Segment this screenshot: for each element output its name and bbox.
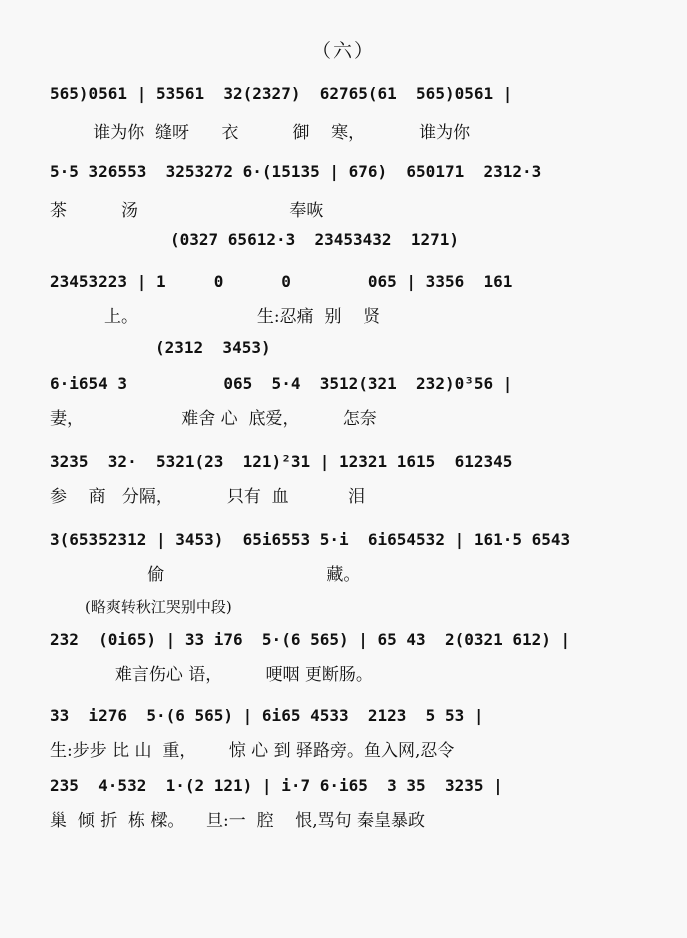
notation-line-11: 33 i276 5·(6 565) | 6i65 4533 2123 5 53 |	[50, 706, 484, 725]
lyric-line-11: 生:步步 比 山 重， 惊 心 到 驿路旁。鱼入网,忍令	[50, 741, 455, 761]
section-title: （六）	[311, 40, 375, 62]
performance-note: (略爽转秋江哭别中段)	[85, 598, 232, 616]
notation-line-6: 6·i654 3 065 5·4 3512(321 232)0³56 |	[50, 374, 513, 393]
lyric-line-7: 参 商 分隔， 只有 血 泪	[50, 487, 366, 507]
notation-line-3: (0327 65612·3 23453432 1271)	[170, 230, 459, 249]
lyric-line-2: 茶 汤 奉咴	[50, 201, 324, 221]
lyric-line-12: 巢 倾 折 栋 樑。 旦:一 腔 恨,骂句 秦皇暴政	[50, 811, 425, 831]
notation-line-1: 565)0561 | 53561 32(2327) 62765(61 565)0561 |	[50, 84, 513, 103]
lyric-line-4: 上。 生:忍痛 别 贤	[50, 307, 381, 327]
notation-line-2: 5·5 326553 3253272 6·(15135 | 676) 650171 2312·3	[50, 162, 542, 181]
lyric-line-10: 难言伤心 语， 哽咽 更断肠。	[50, 665, 373, 685]
lyric-line-8: 偷 藏。	[50, 565, 361, 585]
notation-line-8: 3(65352312 | 3453) 65i6553 5·i 6i654532 | 161·5 6543	[50, 530, 571, 549]
lyric-line-1: 谁为你 缝呀 衣 御 寒， 谁为你	[50, 123, 471, 143]
notation-line-5: (2312 3453)	[155, 338, 271, 357]
notation-line-4: 23453223 | 1 0 0 065 | 3356 161	[50, 272, 513, 291]
notation-line-7: 3235 32· 5321(23 121)²31 | 12321 1615 612345	[50, 452, 513, 471]
notation-line-12: 235 4·532 1·(2 121) | i·7 6·i65 3 35 3235 |	[50, 776, 503, 795]
lyric-line-6: 妻， 难舍 心 底爱， 怎奈	[50, 409, 377, 429]
notation-line-10: 232 (0i65) | 33 i76 5·(6 565) | 65 43 2(0321 612) |	[50, 630, 571, 649]
